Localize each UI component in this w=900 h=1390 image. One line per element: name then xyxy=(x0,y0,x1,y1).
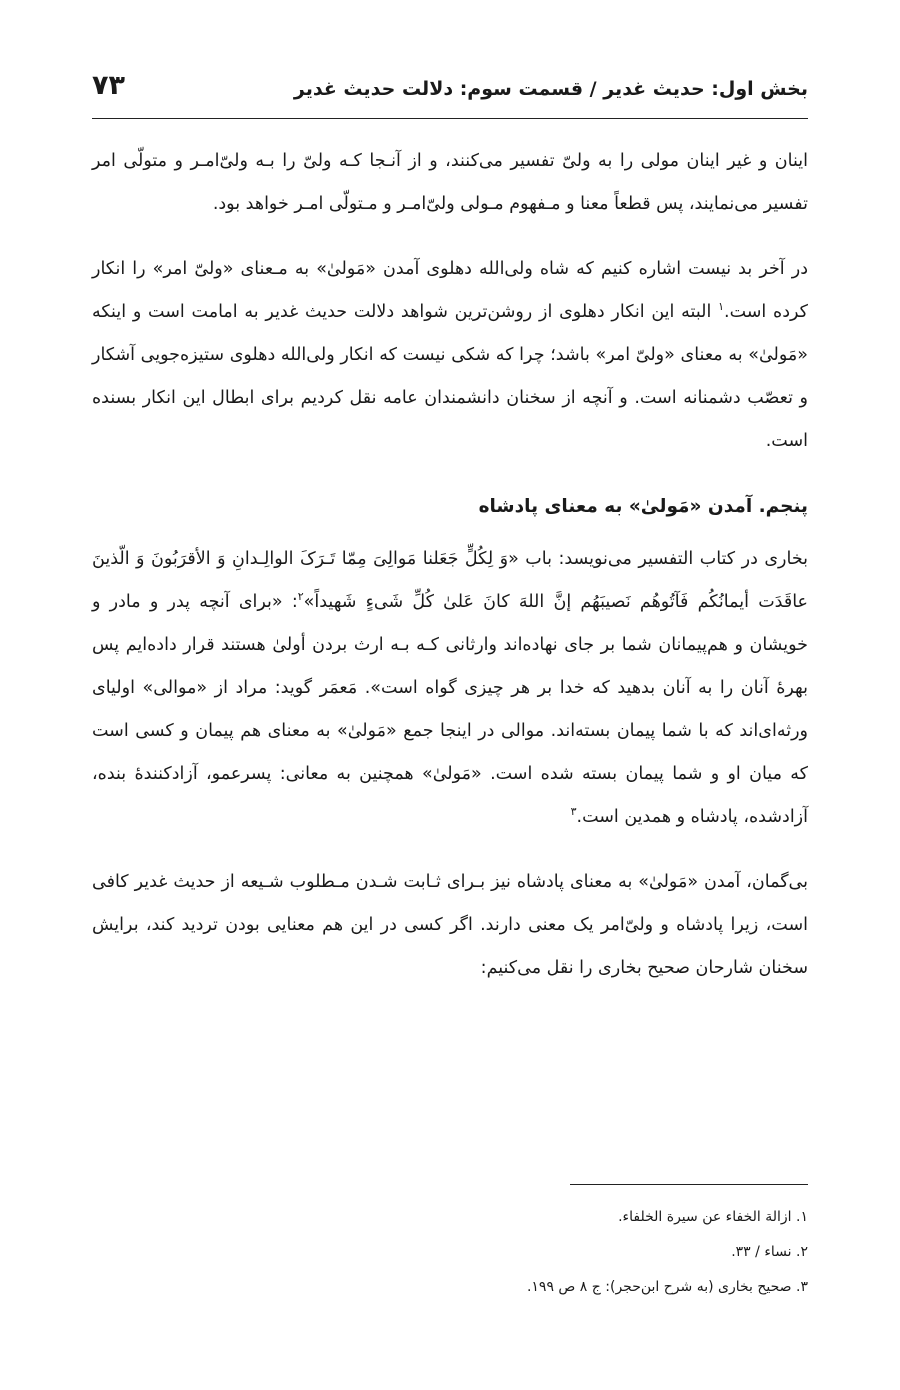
footnote-3: ۳. صحیح بخاری (به شرح ابن‌حجر): ج ۸ ص ۱۹۹. xyxy=(526,1279,808,1295)
footnote-separator xyxy=(570,1184,808,1185)
page-number: ۷۳ xyxy=(92,70,125,101)
paragraph-1: اینان و غیر اینان مولی را به ولیّ تفسیر می‌کنند، و از آنـجا کـه ولیّ را بـه ولیّ‌امـر و متولّی امر تفسیر می‌نمایند، پس قطعاً معنا و مـفهوم مـولی ولیّ‌امـر و مـتولّی امـر خواهد بود. xyxy=(92,151,808,214)
footnote-ref-3: ۳ xyxy=(570,805,577,819)
footnote-ref-2: ۲ xyxy=(297,590,304,604)
footnote-ref-1: ۱ xyxy=(718,300,724,314)
running-head: بخش اول: حدیث غدیر / قسمت سوم: دلالت حدیث غدیر xyxy=(293,78,808,100)
paragraph-3 xyxy=(92,538,808,839)
paragraph-2-continued: البته این انکار دهلوی از روشن‌ترین شواهد دلالت حدیث غدیر به امامت است و اینکه «مَولیٰ» به معنای «ولیّ امر» باشد؛ چرا که شکی نیست که انکار ولی‌الله دهلوی ستیزه‌جویی آشکار و تعصّب دشمنانه است. و آنچه از سخنان دانشمندان عامه نقل کردیم برای ابطال این انکار بسنده است. xyxy=(92,302,808,451)
footnotes xyxy=(92,1200,808,1305)
footnote-1: ۱. ازالة الخفاء عن سیرة الخلفاء. xyxy=(618,1209,808,1225)
main-text xyxy=(92,140,808,1012)
section-heading: پنجم. آمدن «مَولیٰ» به معنای پادشاه xyxy=(478,496,808,517)
page-header xyxy=(92,60,808,119)
paragraph-2 xyxy=(92,248,808,463)
paragraph-4: بی‌گمان، آمدن «مَولیٰ» به معنای پادشاه نیز بـرای ثـابت شـدن مـطلوب شـیعه از حدیث غدیر کافی است، زیرا پادشاه و ولیّ‌امر یک معنی دارند. اگر کسی در این هم معنایی بودن تردید کند، برایش سخنان شارحان صحیح بخاری را نقل می‌کنیم: xyxy=(92,872,808,978)
paragraph-2-text: در آخر بد نیست اشاره کنیم که شاه ولی‌الله دهلوی آمدن «مَولیٰ» به مـعنای «ولیّ امر» را انکار کرده است. xyxy=(92,259,808,322)
paragraph-3-continued: : «برای آنچه پدر و مادر و خویشان و هم‌پیمانان شما بر جای نهاده‌اند وارثانی کـه بـه ارث بردن أولیٰ هستند قرار داده‌ایم پس بهرهٔ آنان را به آنان بدهید که خدا بر هر چیزی گواه است». مَعمَر گوید: مراد از «موالی» اولیای ورثه‌ای‌اند که با شما پیمان بسته‌اند. موالی در اینجا جمع «مَولیٰ» به معنای هم پیمان و کسی است که میان او و شما پیمان بسته شده است. «مَولیٰ» همچنین به معانی: پسرعمو، آزادکنندهٔ بنده، آزادشده، پادشاه و همدین است. xyxy=(92,592,808,827)
footnote-2: ۲. نساء / ۳۳. xyxy=(731,1244,808,1260)
paragraph-3-text: بخاری در کتاب التفسیر می‌نویسد: باب «وَ لِکُلٍّ جَعَلنا مَوالِیَ مِمّا تَـرَکَ الوالِـدانِ وَ الأقرَبُونَ وَ الّذینَ عاقَدَت أیمانُکُم فَآتُوهُم نَصیبَهُم إنَّ اللهَ کانَ عَلیٰ کُلِّ شَیءٍ شَهیداً» xyxy=(92,549,808,612)
